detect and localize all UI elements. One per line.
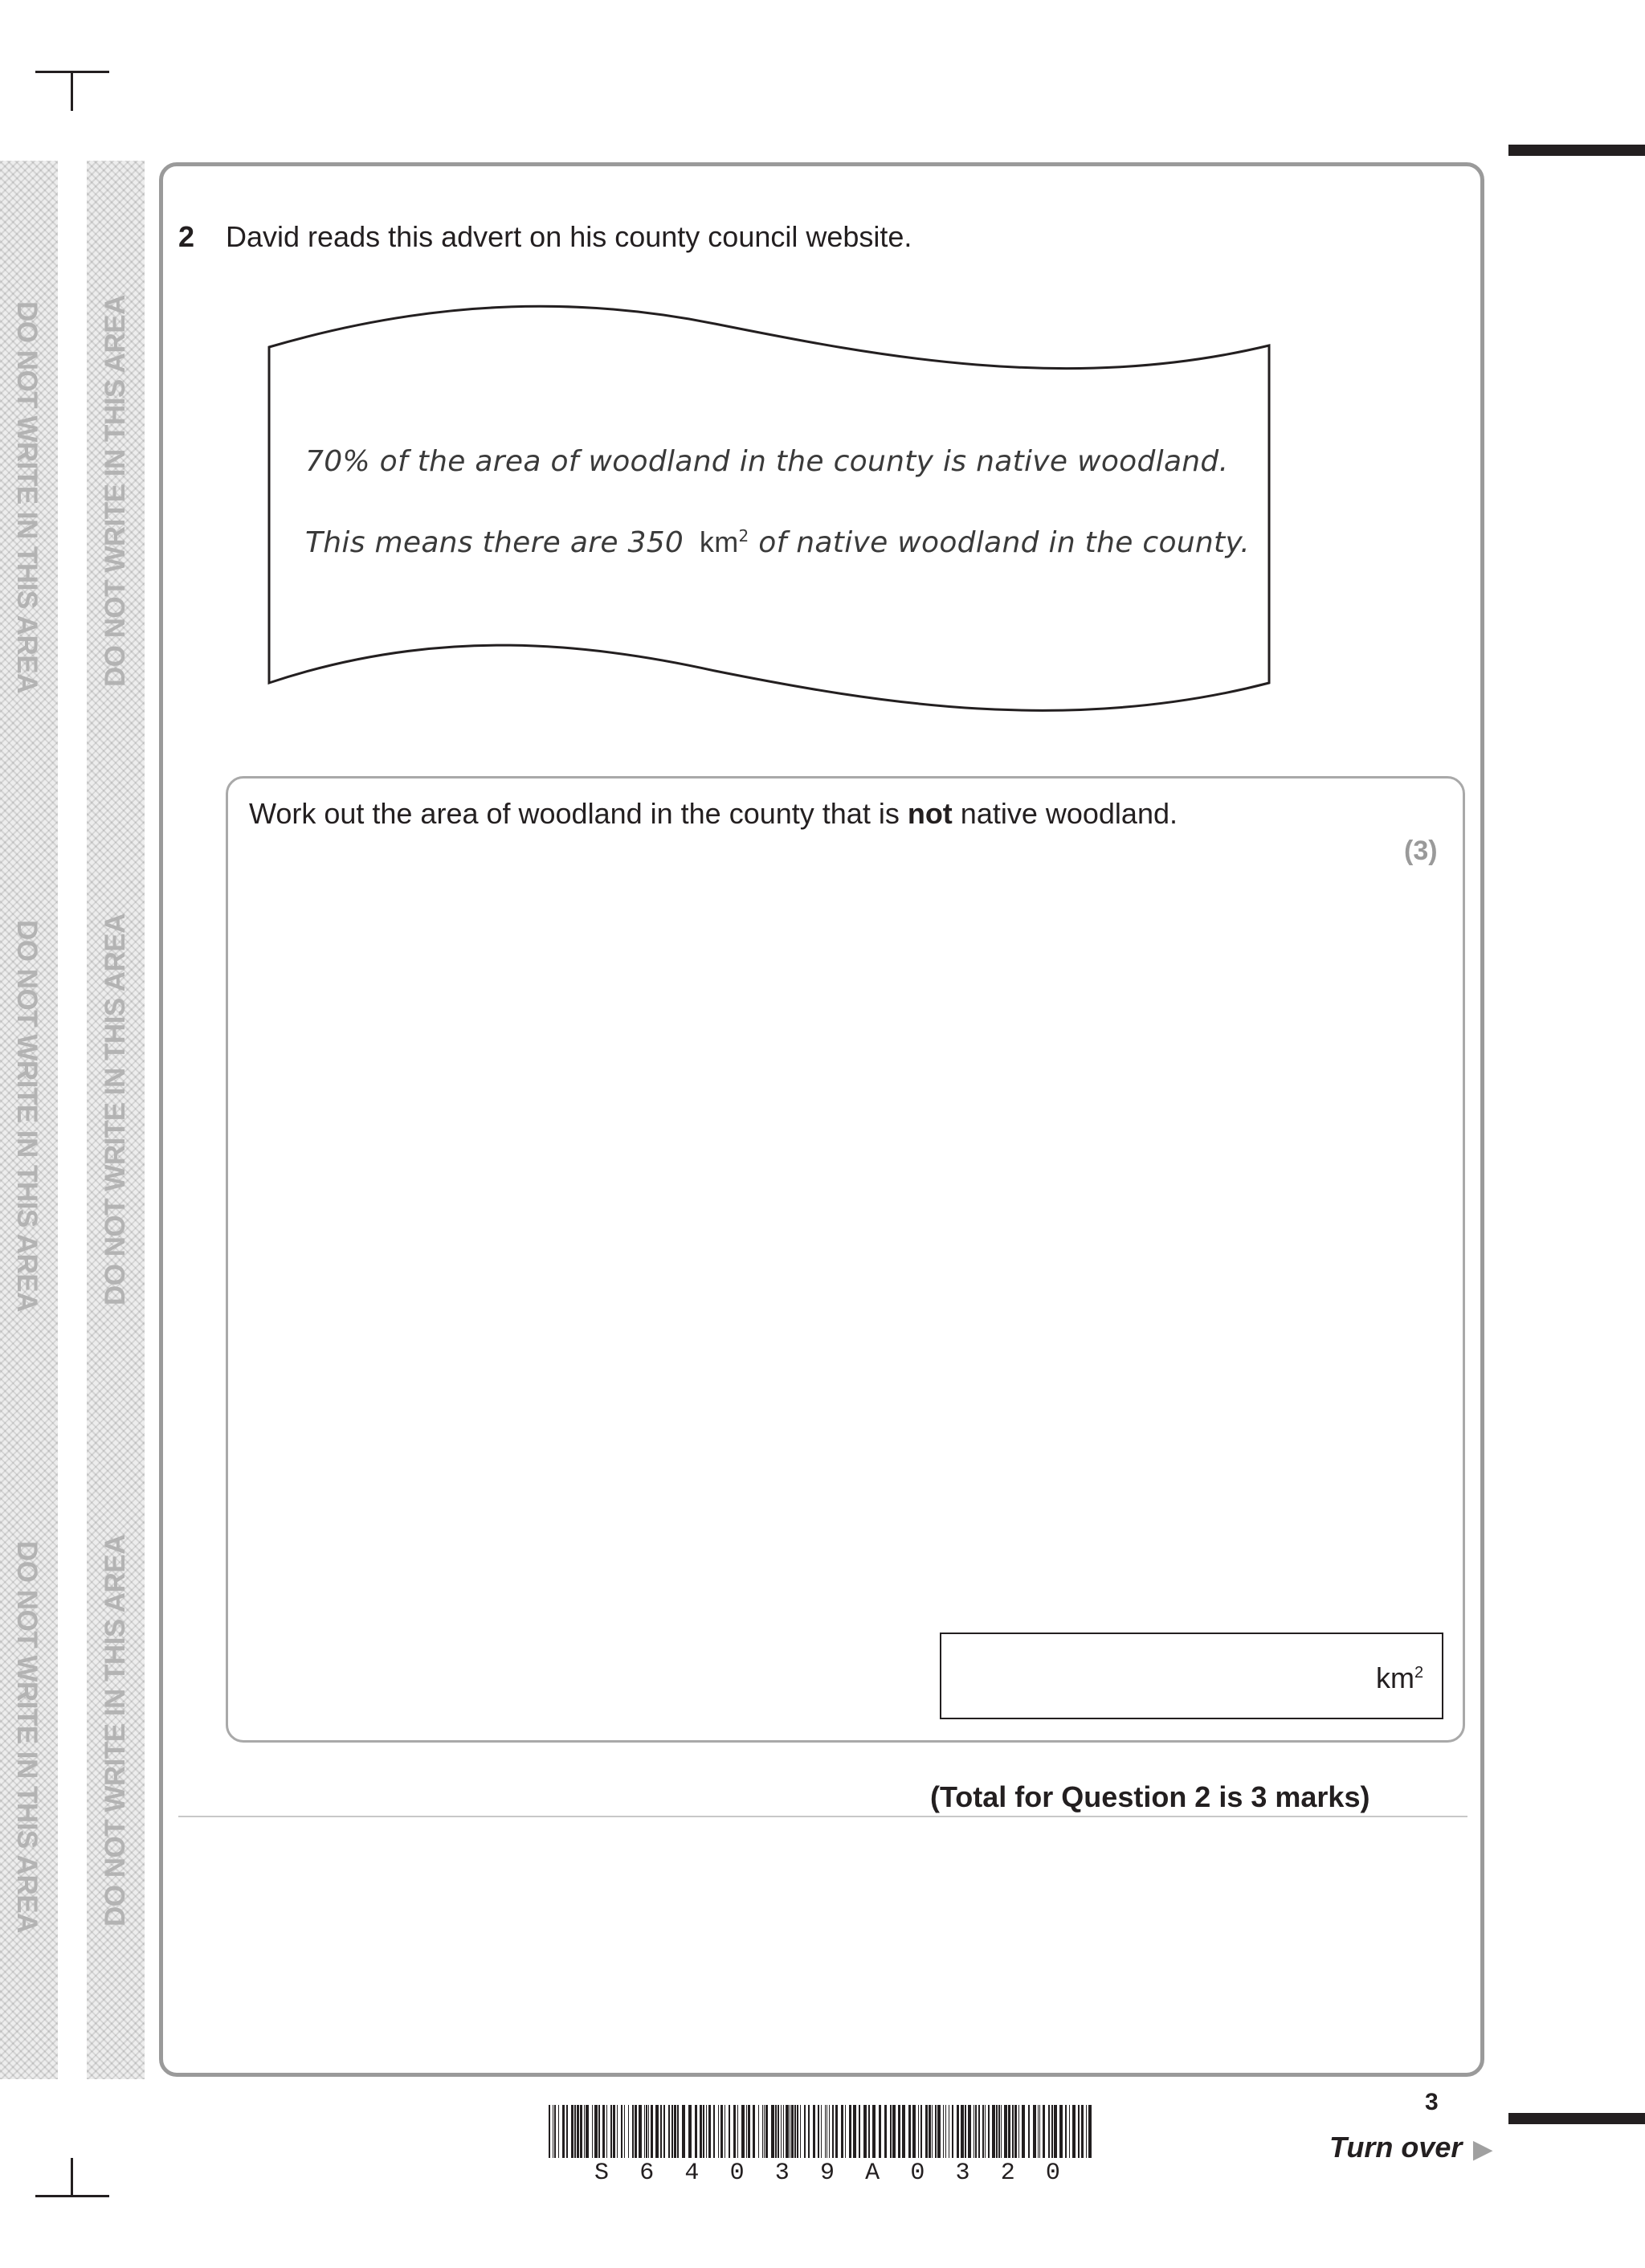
barcode-bar (566, 2105, 568, 2158)
margin-warning: DO NOT WRITE IN THIS AREA (11, 1541, 43, 1933)
barcode-bar (988, 2105, 990, 2158)
barcode-bar (932, 2105, 933, 2158)
barcode-bar (1043, 2105, 1045, 2158)
barcode-bar (746, 2105, 747, 2158)
margin-warning: DO NOT WRITE IN THIS AREA (100, 1534, 131, 1927)
task-text-start: Work out the area of woodland in the county that is (249, 797, 908, 830)
turn-over (1329, 2131, 1492, 2164)
task-text (249, 797, 1178, 831)
task-text-end: native woodland. (952, 797, 1178, 830)
separator-line (178, 1816, 1467, 1817)
barcode-bar (1001, 2105, 1002, 2158)
barcode-bar (829, 2105, 830, 2158)
barcode-bar (775, 2105, 777, 2158)
barcode-bar (706, 2105, 707, 2158)
barcode-bar (1065, 2105, 1067, 2158)
barcode-bar (845, 2105, 846, 2158)
barcode-bar (868, 2105, 870, 2158)
barcode-bar (945, 2105, 946, 2158)
working-area[interactable] (226, 776, 1465, 1743)
barcode-bar (562, 2105, 565, 2158)
barcode-bar (660, 2105, 662, 2158)
barcode-bar (982, 2105, 984, 2158)
barcode-bar (968, 2105, 971, 2158)
barcode-bar (580, 2105, 582, 2158)
barcode-bar (713, 2105, 715, 2158)
barcode-bar (1004, 2105, 1007, 2158)
barcode-bar (794, 2105, 796, 2158)
barcode-bar (863, 2105, 867, 2158)
barcode-bar (1051, 2105, 1053, 2158)
barcode-bar (841, 2105, 843, 2158)
barcode (549, 2105, 1095, 2158)
barcode-digit: 2 (1000, 2160, 1015, 2187)
advert-line-2 (305, 525, 1250, 559)
barcode-bar (729, 2105, 730, 2158)
arrow-right-icon: ▶ (1473, 2136, 1492, 2163)
barcode-bar (663, 2105, 665, 2158)
barcode-bar (879, 2105, 881, 2158)
barcode-bar (632, 2105, 634, 2158)
barcode-bar (925, 2105, 928, 2158)
barcode-bar (606, 2105, 607, 2158)
crop-mark-top-v (71, 71, 73, 111)
barcode-bar (624, 2105, 625, 2158)
barcode-bar (695, 2105, 697, 2158)
barcode-bar (920, 2105, 922, 2158)
barcode-bar (1048, 2105, 1050, 2158)
margin-warning: DO NOT WRITE IN THIS AREA (100, 913, 131, 1306)
barcode-bar (835, 2105, 838, 2158)
barcode-bar (610, 2105, 612, 2158)
barcode-bar (985, 2105, 986, 2158)
advert-line-2-end: of native woodland in the county. (749, 526, 1251, 559)
barcode-bar (935, 2105, 937, 2158)
barcode-bar (965, 2105, 966, 2158)
barcode-bar (549, 2105, 550, 2158)
barcode-bar (733, 2105, 736, 2158)
barcode-bar (594, 2105, 598, 2158)
barcode-bar (1059, 2105, 1063, 2158)
barcode-bar (741, 2105, 745, 2158)
barcode-bar (783, 2105, 784, 2158)
advert-line-2-start: This means there are 350 (305, 526, 684, 559)
barcode-bar (703, 2105, 704, 2158)
barcode-bar (592, 2105, 593, 2158)
barcode-bar (884, 2105, 887, 2158)
barcode-bar (558, 2105, 559, 2158)
total-marks: (Total for Question 2 is 3 marks) (930, 1780, 1370, 1813)
barcode-bar (786, 2105, 789, 2158)
barcode-digit: 0 (910, 2160, 925, 2187)
barcode-bar (628, 2105, 629, 2158)
barcode-bar (1088, 2105, 1092, 2158)
barcode-bar (952, 2105, 953, 2158)
barcode-bar (872, 2105, 876, 2158)
answer-unit-sup: 2 (1414, 1664, 1424, 1682)
barcode-bar (804, 2105, 806, 2158)
barcode-bar (813, 2105, 815, 2158)
barcode-bar (671, 2105, 673, 2158)
barcode-bar (646, 2105, 647, 2158)
barcode-bar (1039, 2105, 1040, 2158)
barcode-bar (1014, 2105, 1017, 2158)
barcode-bar (853, 2105, 856, 2158)
barcode-bar (992, 2105, 995, 2158)
advert-line-1: 70% of the area of woodland in the county is native woodland. (305, 445, 1229, 478)
barcode-digit: 3 (774, 2160, 790, 2187)
barcode-bar (957, 2105, 959, 2158)
barcode-bar (758, 2105, 759, 2158)
barcode-bar (617, 2105, 618, 2158)
task-text-bold: not (907, 797, 953, 830)
edge-bar-bottom (1508, 2113, 1645, 2124)
barcode-bar (1078, 2105, 1080, 2158)
margin-warning: DO NOT WRITE IN THIS AREA (100, 295, 131, 687)
barcode-bar (821, 2105, 822, 2158)
barcode-bar (753, 2105, 755, 2158)
margin-warning: DO NOT WRITE IN THIS AREA (11, 920, 43, 1312)
barcode-bar (797, 2105, 798, 2158)
barcode-bar (765, 2105, 768, 2158)
barcode-bar (781, 2105, 782, 2158)
barcode-bar (688, 2105, 692, 2158)
barcode-bar (1054, 2105, 1057, 2158)
advert-banner (265, 301, 1277, 727)
answer-box[interactable] (940, 1633, 1443, 1719)
question-number: 2 (178, 220, 195, 253)
barcode-bar (918, 2105, 919, 2158)
barcode-bar (975, 2105, 977, 2158)
barcode-bar (943, 2105, 944, 2158)
barcode-bar (1081, 2105, 1084, 2158)
marks-label: (3) (1404, 836, 1438, 866)
barcode-bar (1072, 2105, 1076, 2158)
barcode-bar (655, 2105, 659, 2158)
barcode-bar (937, 2105, 941, 2158)
edge-bar-top (1508, 145, 1645, 156)
barcode-bar (720, 2105, 723, 2158)
barcode-bar (648, 2105, 649, 2158)
page-number: 3 (1425, 2089, 1439, 2115)
barcode-bar (961, 2105, 964, 2158)
barcode-bar (832, 2105, 834, 2158)
barcode-digit: 4 (684, 2160, 700, 2187)
barcode-bar (748, 2105, 750, 2158)
barcode-digit: S (594, 2160, 610, 2187)
barcode-bar (708, 2105, 711, 2158)
barcode-bar (598, 2105, 600, 2158)
barcode-bar (586, 2105, 589, 2158)
barcode-bar (892, 2105, 896, 2158)
barcode-bar (808, 2105, 810, 2158)
barcode-bar (908, 2105, 911, 2158)
barcode-bar (700, 2105, 702, 2158)
barcode-bar (1086, 2105, 1087, 2158)
barcode-bar (771, 2105, 774, 2158)
barcode-bar (996, 2105, 998, 2158)
barcode-bar (898, 2105, 900, 2158)
barcode-bar (668, 2105, 670, 2158)
barcode-bar (929, 2105, 931, 2158)
barcode-bar (635, 2105, 637, 2158)
barcode-bar (682, 2105, 685, 2158)
barcode-digit: 9 (819, 2160, 835, 2187)
barcode-digit: 0 (729, 2160, 745, 2187)
barcode-bar (644, 2105, 645, 2158)
barcode-digit: 3 (955, 2160, 970, 2187)
barcode-bar (902, 2105, 905, 2158)
barcode-bar (978, 2105, 980, 2158)
barcode-text (594, 2160, 1060, 2187)
barcode-bar (1018, 2105, 1019, 2158)
barcode-bar (1033, 2105, 1036, 2158)
barcode-bar (718, 2105, 719, 2158)
advert-unit: km (699, 525, 739, 558)
barcode-bar (1028, 2105, 1030, 2158)
barcode-digit: 6 (639, 2160, 655, 2187)
barcode-bar (571, 2105, 574, 2158)
barcode-bar (574, 2105, 576, 2158)
barcode-bar (639, 2105, 642, 2158)
barcode-bar (800, 2105, 801, 2158)
barcode-bar (825, 2105, 826, 2158)
barcode-bar (602, 2105, 605, 2158)
barcode-bar (998, 2105, 1000, 2158)
barcode-bar (613, 2105, 615, 2158)
question-intro: David reads this advert on his county council website. (226, 220, 912, 253)
advert-unit-sup: 2 (738, 526, 749, 546)
barcode-bar (778, 2105, 779, 2158)
barcode-bar (674, 2105, 676, 2158)
barcode-bar (1022, 2105, 1025, 2158)
barcode-bar (912, 2105, 916, 2158)
barcode-bar (677, 2105, 679, 2158)
barcode-bar (554, 2105, 556, 2158)
turn-over-label: Turn over (1329, 2131, 1463, 2164)
barcode-bar (762, 2105, 763, 2158)
barcode-bar (1012, 2105, 1014, 2158)
answer-unit-text: km (1376, 1661, 1414, 1694)
margin-warning: DO NOT WRITE IN THIS AREA (11, 301, 43, 693)
barcode-bar (1038, 2105, 1039, 2158)
barcode-digit: A (865, 2160, 880, 2187)
barcode-bar (859, 2105, 860, 2158)
barcode-bar (1069, 2105, 1070, 2158)
barcode-bar (584, 2105, 585, 2158)
barcode-bar (791, 2105, 794, 2158)
barcode-bar (764, 2105, 765, 2158)
barcode-bar (1008, 2105, 1010, 2158)
barcode-digit: 0 (1045, 2160, 1060, 2187)
crop-mark-bottom-v (71, 2158, 73, 2196)
barcode-bar (651, 2105, 653, 2158)
barcode-bar (890, 2105, 892, 2158)
barcode-bar (818, 2105, 819, 2158)
barcode-bar (577, 2105, 579, 2158)
barcode-bar (849, 2105, 851, 2158)
barcode-bar (621, 2105, 622, 2158)
answer-unit (1376, 1661, 1423, 1695)
barcode-bar (737, 2105, 738, 2158)
